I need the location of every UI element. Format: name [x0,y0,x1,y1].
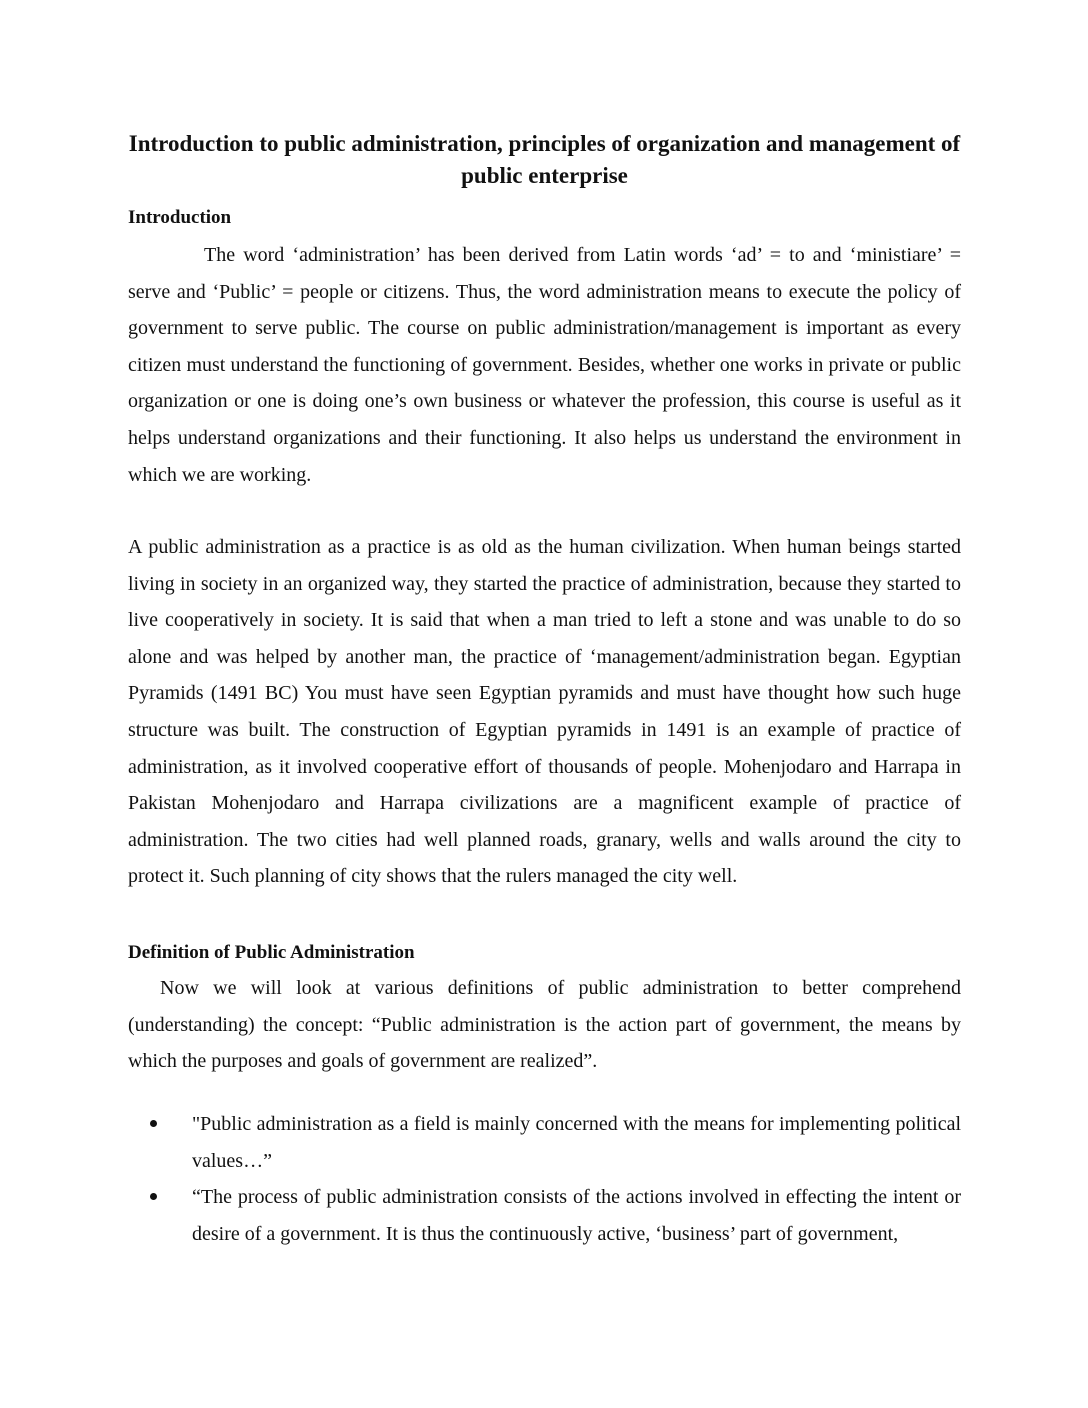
definition-paragraph: Now we will look at various definitions of public administration to better comprehend (understanding) the concept: “Public administration is the action part of government, the means by which the purposes and goals of government are realized”. [128,977,961,1073]
intro-paragraph-1: The word ‘administration’ has been derived from Latin words ‘ad’ = to and ‘ministiare’ = serve and ‘Public’ = people or citizens. Thus, the word administration means to execute the policy of government to serve public. The course on public administration/management is important as every citizen must understand the functioning of government. Besides, whether one works in private or public organization or one is doing one’s own business or whatever the profession, this course is useful as it helps understand organizations and their functioning. It also helps us understand the environment in which we are working. [128,244,961,486]
definitions-bullet-list [128,1106,961,1252]
document-title: Introduction to public administration, principles of organization and management of public enterprise [128,131,961,188]
bullet-text: “The process of public administration consists of the actions involved in effecting the intent or desire of a government. It is thus the continuously active, ‘business’ part of government, [192,1186,961,1245]
intro-paragraph-2: A public administration as a practice is as old as the human civilization. When human beings started living in society in an organized way, they started the practice of administration, because they started to live cooperatively in society. It is said that when a man tried to left a stone and was unable to do so alone and was helped by another man, the practice of ‘management/administration began. Egyptian Pyramids (1491 BC) You must have seen Egyptian pyramids and must have thought how such huge structure was built. The construction of Egyptian pyramids in 1491 is an example of practice of administration, as it involved cooperative effort of thousands of people. Mohenjodaro and Harrapa in Pakistan Mohenjodaro and Harrapa civilizations are a magnificent example of practice of administration. The two cities had well planned roads, granary, wells and walls around the city to protect it. Such planning of city shows that the rulers managed the city well. [128,536,961,888]
section-heading-introduction: Introduction [128,207,232,228]
section-heading-definition: Definition of Public Administration [128,942,415,963]
bullet-text: "Public administration as a field is mainly concerned with the means for implementing political values…” [192,1113,961,1172]
bullet-item [128,1106,961,1179]
bullet-item [128,1179,961,1252]
bullet-dot-icon [150,1193,157,1200]
document-page [128,0,961,1408]
bullet-dot-icon [150,1120,157,1127]
